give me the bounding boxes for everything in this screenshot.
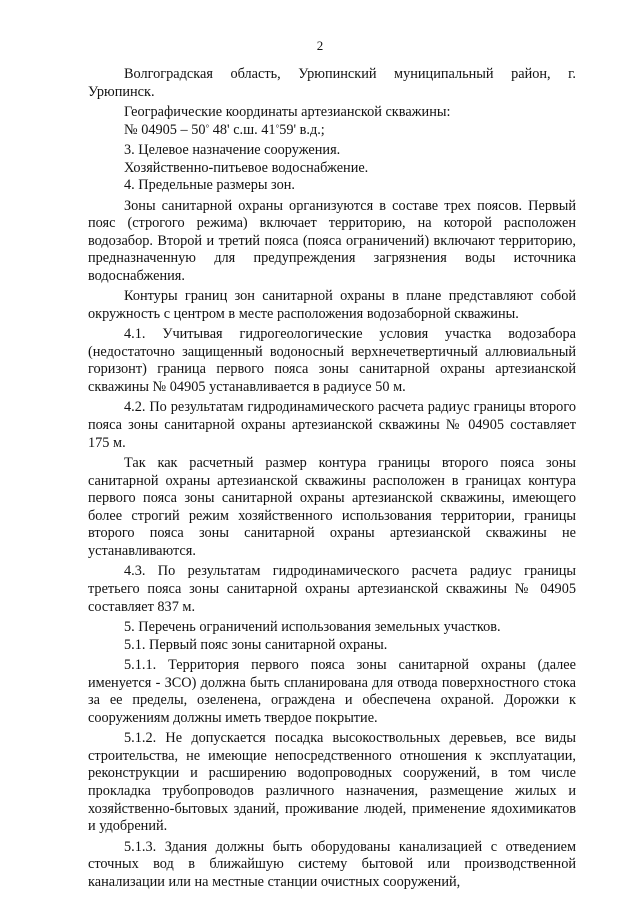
zone-contours-paragraph: Контуры границ зон санитарной охраны в плане представляют собой окружность с центром в месте расположения водозаборной скважины.	[88, 288, 576, 322]
section-heading-zone-sizes: 4. Предельные размеры зон.	[124, 177, 295, 194]
purpose-text: Хозяйственно-питьевое водоснабжение.	[124, 159, 369, 176]
second-belt-boundaries-paragraph: Так как расчетный размер контура границы второго пояса зоны санитарной охраны артезианской скважины расположен в границах контура первого пояса зоны санитарной охраны артезианской скважины, имеющего более строгий режим хозяйственного использования территории, границы второго пояса зоны санитарной охраны артезианской скважины не устанавливаются.	[88, 455, 576, 560]
document-body	[88, 66, 576, 894]
coordinates-heading: Географические координаты артезианской скважины:	[124, 103, 451, 120]
rule-5-1-3-paragraph: 5.1.3. Здания должны быть оборудованы канализацией с отведением сточных вод в ближайшую систему бытовой или производственной канализации или на местные станции очистных сооружений,	[88, 838, 576, 890]
zones-description-paragraph: Зоны санитарной охраны организуются в составе трех поясов. Первый пояс (строгого режима) включает территорию, на которой расположен водозабор. Второй и третий пояса (пояса ограничений) включают территорию, предназначенную для предупреждения загрязнения воды источника водоснабжения.	[88, 197, 576, 284]
page-number: 2	[316, 38, 324, 53]
third-belt-radius-paragraph: 4.3. По результатам гидродинамического расчета радиус границы третьего пояса зоны санитарной охраны артезианской скважины № 04905 составляет 837 м.	[88, 563, 576, 615]
coordinates-prefix: № 04905 – 50	[124, 121, 206, 138]
degree-sign: °	[205, 122, 210, 133]
section-heading-purpose: 3. Целевое назначение сооружения.	[124, 141, 341, 158]
rule-5-1-1-paragraph: 5.1.1. Территория первого пояса зоны санитарной охраны (далее именуется - ЗСО) должна быть спланирована для отвода поверхностного стока за ее пределы, озеленена, ограждена и обеспечена охраной. Дорожки к сооружениям должны иметь твердое покрытие.	[88, 656, 576, 726]
second-belt-radius-paragraph: 4.2. По результатам гидродинамического расчета радиус границы второго пояса зоны санитарной охраны артезианской скважины № 04905 составляет 175 м.	[88, 399, 576, 451]
first-belt-radius-paragraph: 4.1. Учитывая гидрогеологические условия участка водозабора (недостаточно защищенный водоносный верхнечетвертичный аллювиальный горизонт) граница первого пояса зоны санитарной охраны артезианской скважины № 04905 устанавливается в радиусе 50 м.	[88, 326, 576, 396]
location-paragraph: Волгоградская область, Урюпинский муниципальный район, г. Урюпинск.	[88, 66, 576, 100]
section-heading-restrictions: 5. Перечень ограничений использования земельных участков.	[124, 618, 501, 635]
coordinates-longitude: 59' в.д.;	[279, 121, 325, 138]
degree-sign: °	[275, 122, 280, 133]
coordinates-latitude: 48' с.ш. 41	[209, 121, 276, 138]
coordinates-value	[88, 122, 576, 140]
subsection-heading-first-belt: 5.1. Первый пояс зоны санитарной охраны.	[124, 636, 388, 653]
rule-5-1-2-paragraph: 5.1.2. Не допускается посадка высокоствольных деревьев, все виды строительства, не имеющие непосредственного отношения к эксплуатации, реконструкции и расширению водопроводных сооружений, в том числе прокладка трубопроводов различного назначения, размещение жилых и хозяйственно-бытовых зданий, проживание людей, применение ядохимикатов и удобрений.	[88, 730, 576, 835]
